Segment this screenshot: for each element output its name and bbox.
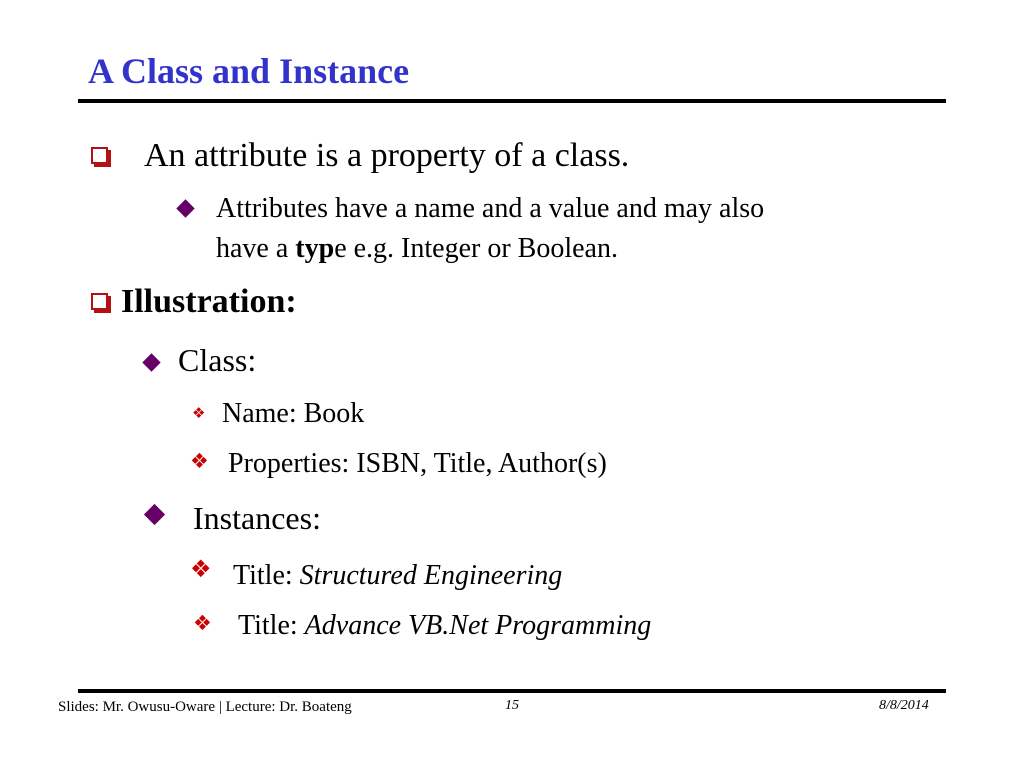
italic-book-title: Advance VB.Net Programming [304,610,652,641]
sub-bullet-attributes-line1: Attributes have a name and a value and may also [216,193,765,224]
slide-date: 8/8/2014 [879,698,929,713]
text-segment: have a [216,233,296,264]
footer-credits: Slides: Mr. Owusu-Oware | Lecture: Dr. Boateng [58,699,352,715]
four-point-star-icon: ❖ [190,449,209,473]
slide-number: 15 [505,698,519,713]
slide-title: A Class and Instance [88,51,410,91]
diamond-bullet-icon [142,353,160,371]
text-segment: e e.g. Integer or Boolean. [334,233,618,264]
diamond-bullet-icon [176,199,194,217]
sub-bullet-attributes-line2 [216,233,618,265]
class-name-item: Name: Book [222,398,365,429]
square-bullet-icon [91,293,108,310]
instance-item-2 [238,610,651,642]
instance-item-1 [233,560,562,592]
instances-label: Instances: [193,500,321,536]
text-segment: Title: [233,560,300,591]
square-bullet-icon [91,147,108,164]
diamond-bullet-icon [144,504,165,525]
bold-text-segment: typ [295,233,335,264]
four-point-star-icon: ❖ [190,555,212,583]
class-properties-item: Properties: ISBN, Title, Author(s) [228,448,607,479]
text-segment: Title: [238,610,305,641]
bullet-illustration: Illustration: [121,283,297,320]
italic-book-title: Structured Engineering [299,560,563,591]
four-point-star-icon: ❖ [192,404,206,422]
four-point-star-icon: ❖ [193,611,212,635]
title-divider [78,99,946,103]
class-label: Class: [178,342,257,378]
bullet-attribute-definition: An attribute is a property of a class. [144,137,630,174]
footer-divider [78,689,946,693]
